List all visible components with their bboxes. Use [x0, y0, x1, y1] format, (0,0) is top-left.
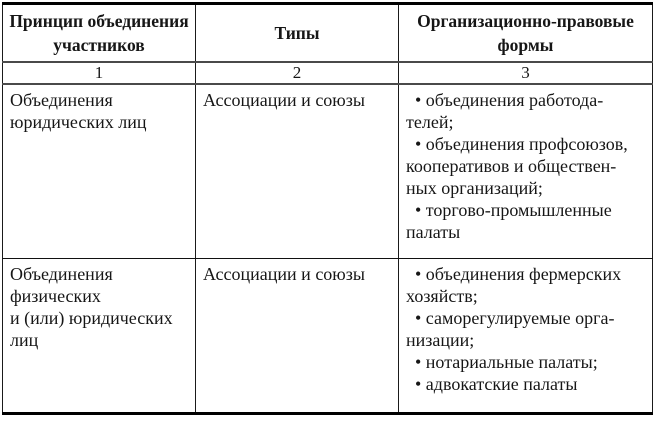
text-line: кооперативов и обществен- — [406, 155, 617, 176]
cell-forms — [399, 259, 653, 414]
column-number-3: 3 — [399, 62, 653, 84]
text-line: • нотариальные палаты; — [415, 352, 598, 372]
column-number-2: 2 — [196, 62, 399, 84]
text-line: палаты — [406, 221, 461, 242]
text-line: Организационно-правовые — [417, 10, 634, 31]
text-line: • адвокатские палаты — [415, 374, 578, 394]
header-cell-principle — [3, 4, 196, 62]
cell-type: Ассоциации и союзы — [196, 259, 399, 414]
text-line: Объединения — [10, 89, 113, 110]
text-line: • объединения фермерских — [415, 264, 622, 284]
table-row — [3, 84, 653, 259]
text-line: физических — [10, 286, 101, 306]
text-line: формы — [497, 34, 554, 55]
text-line: Принцип объединения — [9, 10, 189, 31]
column-numbers-row — [3, 62, 653, 84]
text-line: лиц — [10, 330, 39, 350]
cell-principle — [3, 259, 196, 414]
text-line: низации; — [406, 330, 475, 350]
text-line: ных организаций; — [406, 177, 543, 198]
text-line: • торгово-промышленные — [415, 199, 612, 220]
text-line: Типы — [274, 22, 320, 43]
header-cell-types — [196, 4, 399, 62]
classification-table — [2, 2, 653, 415]
text-line: телей; — [406, 111, 454, 132]
cell-type: Ассоциации и союзы — [196, 84, 399, 259]
text-line: и (или) юридических — [10, 308, 173, 328]
header-cell-forms — [399, 4, 653, 62]
text-line: • объединения профсоюзов, — [415, 133, 628, 154]
text-line: юридических лиц — [10, 111, 147, 132]
table-row — [3, 259, 653, 414]
text-line: • саморегулируемые орга- — [415, 308, 615, 328]
text-line: Объединения — [10, 264, 113, 284]
document-page — [2, 2, 652, 415]
text-line: участников — [53, 34, 145, 55]
header-row — [3, 4, 653, 62]
text-line: • объединения работода- — [415, 89, 604, 110]
cell-forms — [399, 84, 653, 259]
text-line: хозяйств; — [406, 286, 478, 306]
cell-principle — [3, 84, 196, 259]
column-number-1: 1 — [3, 62, 196, 84]
